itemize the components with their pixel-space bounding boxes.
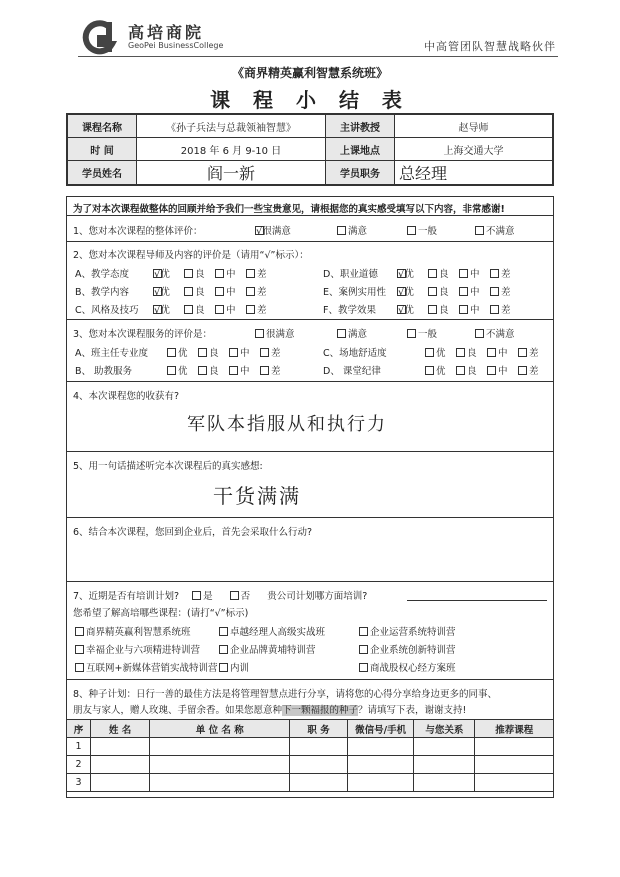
q2-grade-label: 差 xyxy=(501,287,511,298)
q2-grade-option[interactable] xyxy=(215,284,236,298)
q3-option-very-satisfied[interactable] xyxy=(255,326,295,340)
q3-grade-label: 中 xyxy=(498,348,508,359)
q2-check-mark: √ xyxy=(398,269,405,280)
course-option[interactable] xyxy=(359,642,456,656)
checkbox-icon[interactable] xyxy=(167,348,176,357)
checkbox-icon[interactable] xyxy=(407,329,416,338)
q3-item-label: A、班主任专业度 xyxy=(75,348,148,359)
q3-grade-label: 中 xyxy=(240,348,250,359)
q2-grade-option[interactable] xyxy=(215,266,236,280)
checkbox-icon[interactable] xyxy=(215,287,224,296)
q1-option-label: 很满意 xyxy=(262,226,291,237)
time-label: 时 间 xyxy=(68,138,137,161)
course-option[interactable] xyxy=(359,660,456,674)
q2-grade-label: 优 xyxy=(160,287,170,298)
q3-grade-label: 差 xyxy=(529,366,539,377)
checkbox-icon[interactable] xyxy=(425,366,434,375)
referral-col-header: 序 xyxy=(67,720,91,738)
q3-grade-label: 差 xyxy=(271,348,281,359)
q1-option-unsatisfied[interactable] xyxy=(475,223,515,237)
q2-grade-option[interactable] xyxy=(490,266,511,280)
q3-grade-label: 良 xyxy=(467,348,477,359)
checkbox-icon[interactable] xyxy=(487,366,496,375)
q3-grade-label: 优 xyxy=(436,366,446,377)
q2-grade-label: 优 xyxy=(404,305,414,316)
checkbox-icon[interactable] xyxy=(229,348,238,357)
checkbox-icon[interactable] xyxy=(425,348,434,357)
q2-grade-label: 良 xyxy=(439,305,449,316)
checkbox-icon[interactable] xyxy=(184,269,193,278)
checkbox-icon[interactable] xyxy=(428,287,437,296)
q2-section xyxy=(66,242,554,320)
checkbox-icon[interactable] xyxy=(459,287,468,296)
q2-grade-label: 差 xyxy=(257,269,267,280)
checkbox-icon[interactable] xyxy=(490,305,499,314)
referral-cell[interactable] xyxy=(150,738,290,756)
q6-section xyxy=(66,518,554,582)
table-row xyxy=(67,774,554,792)
referral-cell[interactable] xyxy=(475,774,554,792)
checkbox-icon[interactable] xyxy=(215,305,224,314)
q2-grade-label: 中 xyxy=(470,287,480,298)
q2-grade-label: 中 xyxy=(226,287,236,298)
course-label: 卓越经理人高级实战班 xyxy=(230,627,326,638)
gp-logo-icon xyxy=(78,18,124,56)
q2-grade-option[interactable] xyxy=(184,266,205,280)
q2-grade-option[interactable] xyxy=(428,266,449,280)
q3-grade-option[interactable] xyxy=(456,345,477,359)
q2-grade-label: 差 xyxy=(501,269,511,280)
q4-text: 4、本次课程您的收获有? xyxy=(73,391,180,402)
q2-item-label: A、教学态度 xyxy=(75,269,129,280)
referral-cell[interactable] xyxy=(347,774,414,792)
q2-grade-label: 差 xyxy=(257,287,267,298)
page-title: 课 程 小 结 表 xyxy=(210,88,410,112)
student-name-value[interactable]: 阎一新 xyxy=(137,161,326,185)
q3-grade-option[interactable] xyxy=(425,363,446,377)
checkbox-icon[interactable] xyxy=(428,305,437,314)
q3-grade-option[interactable] xyxy=(198,363,219,377)
q3-option-unsatisfied[interactable] xyxy=(475,326,515,340)
checkbox-icon[interactable] xyxy=(219,645,228,654)
q7-no-label: 否 xyxy=(240,591,251,602)
q3-option-label: 很满意 xyxy=(266,329,295,340)
q2-grade-label: 优 xyxy=(404,269,414,280)
q3-grade-option[interactable] xyxy=(198,345,219,359)
q2-grade-label: 良 xyxy=(195,287,205,298)
q3-grade-option[interactable] xyxy=(425,345,446,359)
referral-row-number: 2 xyxy=(67,756,91,774)
q1-option-label: 满意 xyxy=(348,226,368,237)
q2-text: 2、您对本次课程导师及内容的评价是（请用“√”标示）： xyxy=(73,250,309,261)
q2-check-mark: √ xyxy=(398,305,405,316)
q3-grade-label: 差 xyxy=(271,366,281,377)
checkbox-icon[interactable] xyxy=(184,287,193,296)
checkbox-icon[interactable] xyxy=(487,348,496,357)
checkbox-icon[interactable] xyxy=(260,366,269,375)
checkbox-icon[interactable] xyxy=(518,366,527,375)
checkbox-icon[interactable] xyxy=(184,305,193,314)
course-option[interactable] xyxy=(75,624,191,638)
checkbox-icon[interactable] xyxy=(456,348,465,357)
checkbox-icon[interactable] xyxy=(215,269,224,278)
q3-item-label: C、场地舒适度 xyxy=(323,348,387,359)
referral-cell[interactable] xyxy=(347,756,414,774)
course-label: 企业运营系统特训营 xyxy=(370,627,456,638)
checkbox-icon[interactable] xyxy=(459,305,468,314)
q7-training-question: 贵公司计划哪方面培训? xyxy=(267,591,368,602)
course-label: 幸福企业与六项精进特训营 xyxy=(86,645,201,656)
q1-check-mark: √ xyxy=(256,226,263,237)
checkbox-icon[interactable] xyxy=(456,366,465,375)
q3-grade-option[interactable] xyxy=(260,363,281,377)
referral-table xyxy=(66,719,554,792)
checkbox-icon[interactable] xyxy=(246,287,255,296)
q1-section xyxy=(66,216,554,242)
q2-grade-option[interactable] xyxy=(490,302,511,316)
course-label: 课程名称 xyxy=(68,115,137,138)
teacher-value: 赵导师 xyxy=(395,115,553,138)
table-row xyxy=(67,756,554,774)
position-label: 学员职务 xyxy=(326,161,395,185)
q2-grade-label: 良 xyxy=(439,287,449,298)
teacher-label: 主讲教授 xyxy=(326,115,395,138)
q2-grade-label: 良 xyxy=(195,305,205,316)
q3-section xyxy=(66,320,554,382)
referral-cell[interactable] xyxy=(290,738,347,756)
q2-grade-option[interactable] xyxy=(184,284,205,298)
q2-grade-option[interactable] xyxy=(428,284,449,298)
q2-grade-option[interactable] xyxy=(184,302,205,316)
course-label: 企业系统创新特训营 xyxy=(370,645,456,656)
checkbox-icon[interactable] xyxy=(75,627,84,636)
q3-item-label: B、 助教服务 xyxy=(75,366,133,377)
checkbox-icon[interactable] xyxy=(246,305,255,314)
intro-text: 为了对本次课程做整体的回顾并给予我们一些宝贵意见，请根据您的真实感受填写以下内容，非常感谢! xyxy=(73,204,505,215)
checkbox-icon[interactable] xyxy=(337,226,346,235)
referral-cell[interactable] xyxy=(414,738,475,756)
referral-cell[interactable] xyxy=(150,756,290,774)
student-label: 学员姓名 xyxy=(68,161,137,185)
q8-line2-a: 朋友与家人，赠人玫瑰、手留余香。如果您愿意种 xyxy=(73,705,283,716)
referral-col-header: 职 务 xyxy=(290,720,347,738)
course-label: 互联网+新媒体营销实战特训营 xyxy=(86,663,218,674)
checkbox-icon[interactable] xyxy=(337,329,346,338)
q7-no-option[interactable] xyxy=(230,591,251,602)
q1-option-satisfied[interactable] xyxy=(337,223,367,237)
q4-section xyxy=(66,382,554,452)
q3-grade-option[interactable] xyxy=(487,363,508,377)
q2-grade-option[interactable] xyxy=(153,284,170,298)
q7-yes-label: 是 xyxy=(203,591,213,602)
q2-item-label: D、职业道德 xyxy=(323,269,378,280)
referral-cell[interactable] xyxy=(90,756,149,774)
q7-section xyxy=(66,582,554,680)
course-label: 内训 xyxy=(230,663,250,674)
referral-row-number: 1 xyxy=(67,738,91,756)
checkbox-icon[interactable] xyxy=(255,329,264,338)
q2-grade-option[interactable] xyxy=(490,284,511,298)
q7-answer-line[interactable] xyxy=(407,600,547,601)
q2-check-mark: √ xyxy=(154,305,161,316)
course-label: 企业品牌黄埔特训营 xyxy=(230,645,316,656)
q2-grade-label: 差 xyxy=(257,305,267,316)
slogan: 中高管团队智慧战略伙伴 xyxy=(424,40,556,53)
referral-col-header: 单 位 名 称 xyxy=(150,720,290,738)
q2-item-label: F、教学效果 xyxy=(323,305,376,316)
q2-grade-label: 优 xyxy=(160,269,170,280)
checkbox-icon[interactable] xyxy=(518,348,527,357)
referral-cell[interactable] xyxy=(475,738,554,756)
q3-grade-option[interactable] xyxy=(456,363,477,377)
referral-cell[interactable] xyxy=(90,774,149,792)
referral-cell[interactable] xyxy=(347,738,414,756)
checkbox-icon[interactable] xyxy=(167,366,176,375)
referral-col-header: 与您关系 xyxy=(414,720,475,738)
q8-section xyxy=(66,680,554,798)
course-label: 商界精英赢利智慧系统班 xyxy=(86,627,191,638)
q5-section xyxy=(66,452,554,518)
referral-col-header: 推荐课程 xyxy=(475,720,554,738)
referral-row-number: 3 xyxy=(67,774,91,792)
referral-cell[interactable] xyxy=(290,774,347,792)
checkbox-icon[interactable] xyxy=(246,269,255,278)
q1-option-average[interactable] xyxy=(407,223,437,237)
place-value: 上海交通大学 xyxy=(395,138,553,161)
checkbox-icon[interactable] xyxy=(219,663,228,672)
referral-cell[interactable] xyxy=(90,738,149,756)
q2-grade-option[interactable] xyxy=(459,302,480,316)
checkbox-icon[interactable] xyxy=(490,287,499,296)
q3-grade-label: 中 xyxy=(498,366,508,377)
q6-text: 6、结合本次课程，您回到企业后，首先会采取什么行动? xyxy=(73,527,313,538)
q8-line2 xyxy=(73,702,466,716)
q2-grade-option[interactable] xyxy=(215,302,236,316)
brand-logo xyxy=(78,18,278,58)
referral-cell[interactable] xyxy=(150,774,290,792)
q3-item-label: D、 课堂纪律 xyxy=(323,366,381,377)
q2-item-label: E、案例实用性 xyxy=(323,287,387,298)
checkbox-icon[interactable] xyxy=(359,663,368,672)
q8-line1: 8、种子计划：日行一善的最佳方法是将管理智慧点进行分享，请将您的心得分享给身边更多的同事、 xyxy=(73,689,498,700)
q2-grade-option[interactable] xyxy=(153,302,170,316)
q3-grade-label: 优 xyxy=(436,348,446,359)
referral-col-header: 姓 名 xyxy=(90,720,149,738)
q7-courses-question: 您希望了解高培哪些课程：(请打“√”标示) xyxy=(73,608,249,619)
q2-check-mark: √ xyxy=(154,287,161,298)
brand-name-cn: 高培商院 xyxy=(128,23,205,42)
table-row xyxy=(67,738,554,756)
referral-cell[interactable] xyxy=(475,756,554,774)
q5-text: 5、用一句话描述听完本次课程后的真实感想: xyxy=(73,461,263,472)
q2-grade-label: 优 xyxy=(160,305,170,316)
q2-grade-label: 差 xyxy=(501,305,511,316)
course-value: 《孙子兵法与总裁领袖智慧》 xyxy=(137,115,326,138)
q2-check-mark: √ xyxy=(398,287,405,298)
referral-cell[interactable] xyxy=(414,756,475,774)
q8-line2-b: ？请填写下表，谢谢支持! xyxy=(358,705,467,716)
q2-grade-label: 中 xyxy=(226,269,236,280)
q3-option-average[interactable] xyxy=(407,326,437,340)
q1-text: 1、您对本次课程的整体评价： xyxy=(73,226,203,237)
checkbox-icon[interactable] xyxy=(359,627,368,636)
q2-grade-label: 中 xyxy=(470,305,480,316)
q3-grade-label: 优 xyxy=(178,366,188,377)
q2-grade-option[interactable] xyxy=(459,284,480,298)
checkbox-icon[interactable] xyxy=(75,663,84,672)
course-option[interactable] xyxy=(219,642,316,656)
q3-grade-label: 良 xyxy=(209,366,219,377)
q3-grade-option[interactable] xyxy=(167,363,188,377)
header-divider xyxy=(78,56,558,57)
q3-option-label: 不满意 xyxy=(486,329,515,340)
course-label: 商战股权心经方案班 xyxy=(370,663,456,674)
checkbox-icon[interactable] xyxy=(490,269,499,278)
q3-grade-label: 中 xyxy=(240,366,250,377)
course-option[interactable] xyxy=(359,624,456,638)
q2-grade-option[interactable] xyxy=(246,302,267,316)
q2-grade-option[interactable] xyxy=(459,266,480,280)
q3-grade-option[interactable] xyxy=(229,345,250,359)
checkbox-icon[interactable] xyxy=(230,591,239,600)
q2-check-mark: √ xyxy=(154,269,161,280)
checkbox-icon[interactable] xyxy=(229,366,238,375)
checkbox-icon[interactable] xyxy=(359,645,368,654)
referral-cell[interactable] xyxy=(290,756,347,774)
q3-option-label: 满意 xyxy=(348,329,368,340)
checkbox-icon[interactable] xyxy=(260,348,269,357)
checkbox-icon[interactable] xyxy=(428,269,437,278)
q1-option-very-satisfied[interactable] xyxy=(255,223,291,237)
q2-grade-option[interactable] xyxy=(246,284,267,298)
checkbox-icon[interactable] xyxy=(219,627,228,636)
checkbox-icon[interactable] xyxy=(475,226,484,235)
intro-section xyxy=(66,196,554,216)
q2-grade-label: 良 xyxy=(439,269,449,280)
q3-option-satisfied[interactable] xyxy=(337,326,367,340)
q3-grade-label: 优 xyxy=(178,348,188,359)
q2-grade-option[interactable] xyxy=(397,302,414,316)
q2-grade-option[interactable] xyxy=(246,266,267,280)
q3-grade-option[interactable] xyxy=(167,345,188,359)
q2-grade-label: 良 xyxy=(195,269,205,280)
brand-name-en: GeoPei BusinessCollege xyxy=(128,41,224,50)
checkbox-icon[interactable] xyxy=(475,329,484,338)
q2-grade-option[interactable] xyxy=(397,284,414,298)
q7-plan-label: 7、近期是否有培训计划? xyxy=(73,591,180,602)
q3-grade-option[interactable] xyxy=(260,345,281,359)
q2-grade-label: 优 xyxy=(404,287,414,298)
referral-cell[interactable] xyxy=(414,774,475,792)
course-option[interactable] xyxy=(75,660,217,674)
q2-item-label: C、风格及技巧 xyxy=(75,305,139,316)
q3-grade-label: 良 xyxy=(209,348,219,359)
q2-grade-label: 中 xyxy=(470,269,480,280)
q3-grade-option[interactable] xyxy=(229,363,250,377)
q2-grade-option[interactable] xyxy=(428,302,449,316)
referral-col-header: 微信号/手机 xyxy=(347,720,414,738)
checkbox-icon[interactable] xyxy=(407,226,416,235)
q3-grade-label: 差 xyxy=(529,348,539,359)
course-option[interactable] xyxy=(219,660,249,674)
q3-grade-option[interactable] xyxy=(518,363,539,377)
q3-grade-option[interactable] xyxy=(518,345,539,359)
course-option[interactable] xyxy=(219,624,325,638)
info-table xyxy=(66,113,554,186)
q1-option-label: 不满意 xyxy=(486,226,515,237)
position-value[interactable]: 总经理 xyxy=(395,161,553,185)
q3-grade-option[interactable] xyxy=(487,345,508,359)
q2-item-label: B、教学内容 xyxy=(75,287,130,298)
q4-answer[interactable]: 军队本指服从和执行力 xyxy=(187,414,387,435)
checkbox-icon[interactable] xyxy=(198,348,207,357)
place-label: 上课地点 xyxy=(326,138,395,161)
q1-option-label: 一般 xyxy=(418,226,438,237)
time-value: 2018 年 6 月 9-10 日 xyxy=(137,138,326,161)
checkbox-icon[interactable] xyxy=(192,591,201,600)
q2-grade-option[interactable] xyxy=(397,266,414,280)
q3-grade-label: 良 xyxy=(467,366,477,377)
q7-yes-option[interactable] xyxy=(192,591,213,602)
course-option[interactable] xyxy=(75,642,200,656)
q5-answer[interactable]: 干货满满 xyxy=(213,484,301,508)
q8-highlight: 下一颗福报的种子 xyxy=(282,705,359,716)
q2-grade-option[interactable] xyxy=(153,266,170,280)
q3-text: 3、您对本次课程服务的评价是： xyxy=(73,329,213,340)
q7-plan-question xyxy=(73,588,367,602)
q2-grade-label: 中 xyxy=(226,305,236,316)
checkbox-icon[interactable] xyxy=(459,269,468,278)
checkbox-icon[interactable] xyxy=(198,366,207,375)
program-subtitle: 《商界精英赢利智慧系统班》 xyxy=(231,66,388,80)
q3-option-label: 一般 xyxy=(418,329,438,340)
checkbox-icon[interactable] xyxy=(75,645,84,654)
